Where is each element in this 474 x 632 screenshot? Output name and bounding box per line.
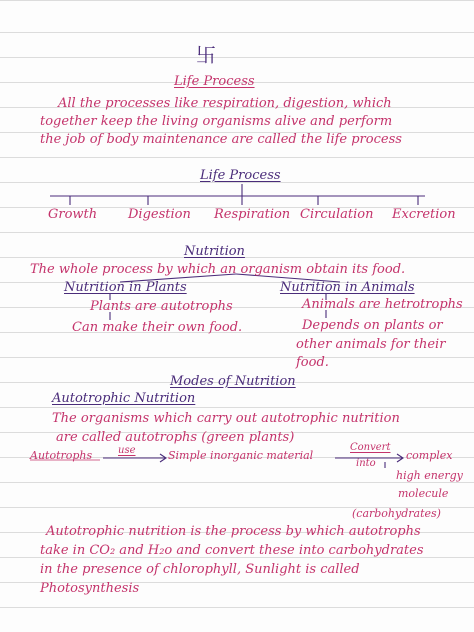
- branch-circulation: Circulation: [300, 207, 374, 222]
- closing-line-3: in the presence of chlorophyll, Sunlight is called: [40, 562, 360, 577]
- flow-complex: complex: [406, 449, 453, 462]
- animals-heading: Nutrition in Animals: [280, 280, 415, 295]
- branch-growth: Growth: [48, 207, 98, 222]
- flow-use-label: use: [118, 445, 136, 456]
- modes-line-1: The organisms which carry out autotrophic nutrition: [52, 411, 400, 426]
- flow-into-label: into: [356, 458, 376, 469]
- closing-line-2: take in CO₂ and H₂o and convert these into carbohydrates: [40, 543, 424, 558]
- modes-line-2: are called autotrophs (green plants): [56, 430, 295, 445]
- page-heading: Life Process: [174, 74, 255, 89]
- intro-line-2: together keep the living organisms alive and perform: [40, 114, 393, 129]
- animals-line-3: other animals for their: [296, 337, 446, 352]
- intro-line-1: All the processes like respiration, digestion, which: [58, 96, 392, 111]
- plants-line-2: Can make their own food.: [72, 320, 243, 335]
- plants-heading: Nutrition in Plants: [64, 280, 187, 295]
- closing-line-4: Photosynthesis: [40, 581, 140, 596]
- flow-middle: Simple inorganic material: [168, 449, 314, 462]
- closing-line-1: Autotrophic nutrition is the process by which autotrophs: [46, 524, 421, 539]
- intro-line-3: the job of body maintenance are called the life process: [40, 132, 402, 147]
- autotrophic-heading: Autotrophic Nutrition: [52, 391, 196, 406]
- animals-line-1: Animals are hetrotrophs: [302, 297, 463, 312]
- branch-respiration: Respiration: [214, 207, 291, 222]
- modes-title: Modes of Nutrition: [170, 374, 296, 389]
- nutrition-definition: The whole process by which an organism obtain its food.: [30, 262, 406, 277]
- flow-carbs: (carbohydrates): [352, 507, 441, 520]
- animals-line-2: Depends on plants or: [302, 318, 443, 333]
- plants-line-1: Plants are autotrophs: [90, 299, 233, 314]
- flow-start: Autotrophs: [30, 449, 93, 462]
- tree-title: Life Process: [200, 168, 281, 183]
- flow-molecule: molecule: [398, 487, 449, 500]
- flow-convert-label: Convert: [350, 442, 391, 453]
- branch-excretion: Excretion: [392, 207, 456, 222]
- animals-line-4: food.: [296, 355, 329, 370]
- nutrition-title: Nutrition: [184, 244, 245, 259]
- header-symbol: 卐: [196, 43, 216, 67]
- branch-digestion: Digestion: [128, 207, 191, 222]
- flow-high-energy: high energy: [396, 469, 463, 482]
